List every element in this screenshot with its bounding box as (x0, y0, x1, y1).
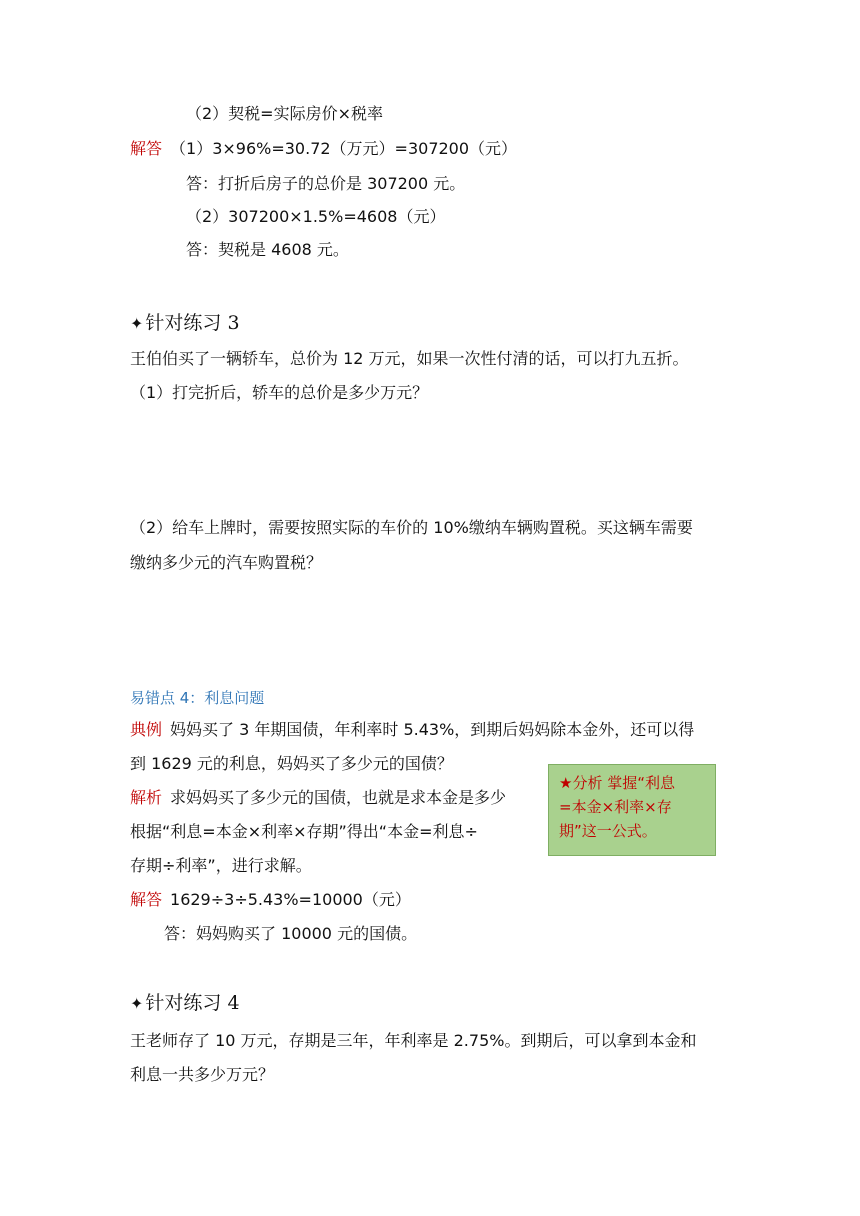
answer-line-1 (130, 137, 517, 161)
practice-3-problem: 王伯伯买了一辆轿车，总价为 12 万元，如果一次性付清的话，可以打九五折。 (130, 349, 689, 368)
answer-line-4: 答：契税是 4608 元。 (186, 240, 349, 259)
note-line: 期”这一公式。 (559, 822, 657, 840)
answer-tag: 解答 (130, 139, 163, 158)
answer-line-3: （2）307200×1.5%=4608（元） (186, 207, 446, 226)
sparkle-icon: ✦ (130, 314, 144, 333)
answer-line: 解答 1629÷3÷5.43%=10000（元） (130, 890, 411, 909)
practice-4-heading: ✦ 针对练习 4 (130, 992, 240, 1014)
answer-statement: 答：妈妈购买了 10000 元的国债。 (164, 924, 418, 943)
analysis-tag: 解析 (130, 788, 163, 807)
note-line: ★分析 掌握“利息 (559, 774, 675, 792)
formula-line: （2）契税=实际房价×税率 (186, 104, 383, 123)
example-line-1: 典例 妈妈买了 3 年期国债，年利率时 5.43%，到期后妈妈除本金外，还可以得 (130, 720, 695, 739)
example-tag: 典例 (130, 720, 163, 739)
sparkle-icon: ✦ (130, 994, 144, 1013)
analysis-note-box (548, 764, 716, 856)
practice-4-problem-cont: 利息一共多少万元？ (130, 1065, 275, 1084)
example-line-2: 到 1629 元的利息，妈妈买了多少元的国债？ (130, 754, 453, 773)
practice-3-question-1: （1）打完折后，轿车的总价是多少万元？ (130, 383, 429, 402)
practice-3-question-2: （2）给车上牌时，需要按照实际的车价的 10%缴纳车辆购置税。买这辆车需要 (130, 518, 693, 537)
answer-tag: 解答 (130, 890, 163, 909)
answer-line-2: 答：打折后房子的总价是 307200 元。 (186, 174, 466, 193)
analysis-line-2: 根据“利息=本金×利率×存期”得出“本金=利息÷ (130, 822, 478, 841)
analysis-line-1: 解析 求妈妈买了多少元的国债，也就是求本金是多少 (130, 788, 507, 807)
practice-3-heading: ✦ 针对练习 3 (130, 312, 240, 334)
practice-3-question-2-cont: 缴纳多少元的汽车购置税？ (130, 553, 323, 572)
note-line: =本金×利率×存 (559, 798, 672, 816)
analysis-line-3: 存期÷利率”，进行求解。 (130, 856, 312, 875)
section-title: 易错点 4：利息问题 (130, 689, 265, 707)
answer-text: （1）3×96%=30.72（万元）=307200（元） (170, 139, 518, 158)
practice-4-problem: 王老师存了 10 万元，存期是三年，年利率是 2.75%。到期后，可以拿到本金和 (130, 1031, 697, 1050)
